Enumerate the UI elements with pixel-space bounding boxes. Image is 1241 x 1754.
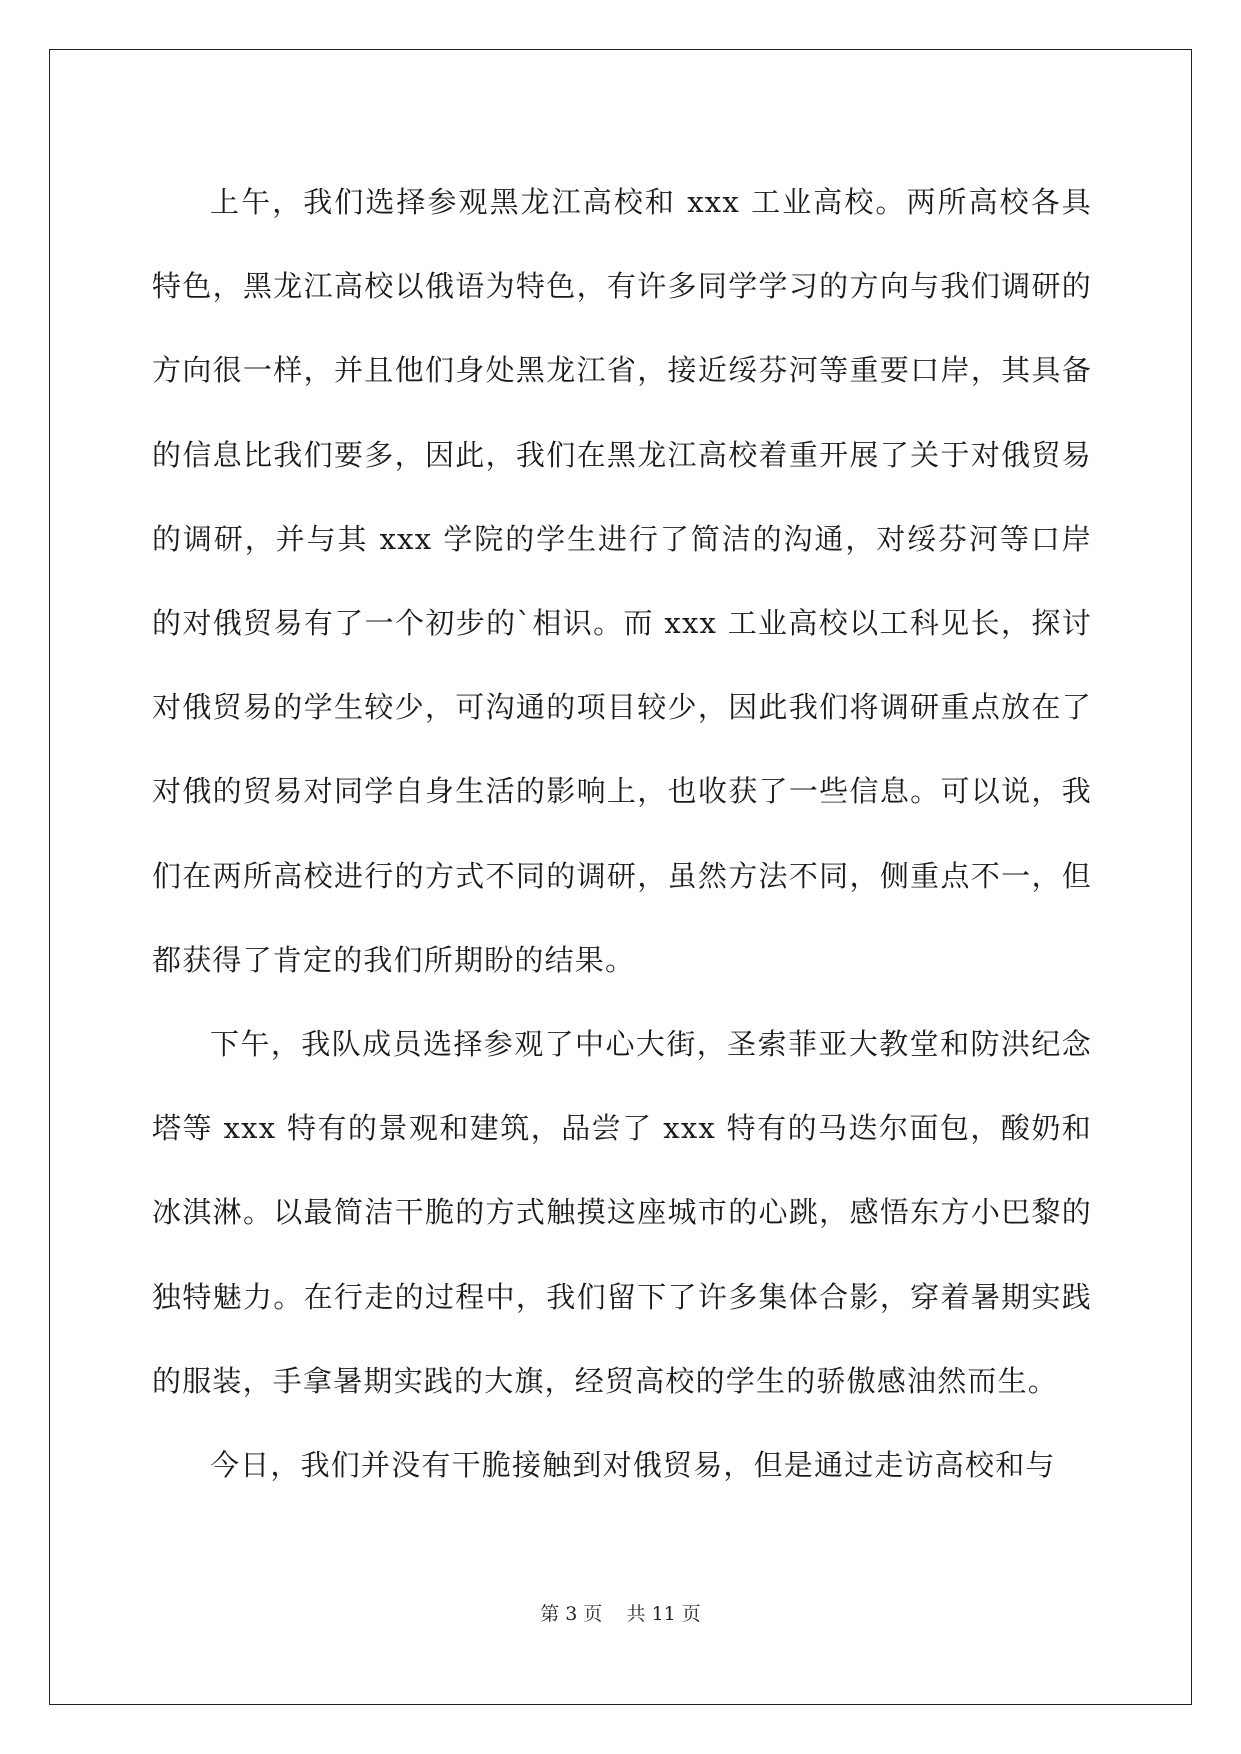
paragraph-today: 今日，我们并没有干脆接触到对俄贸易，但是通过走访高校和与: [210, 1448, 1056, 1483]
page-footer: [0, 1599, 1241, 1626]
paragraph-morning: 上午，我们选择参观黑龙江高校和 xxx 工业高校。两所高校各具特色，黑龙江高校以俄语为特色，有许多同学学习的方向与我们调研的方向很一样，并且他们身处黑龙江省，接近绥芬河等重要口岸，其具备的信息比我们要多，因此，我们在黑龙江高校着重开展了关于对俄贸易的调研，并与其 xxx 学院的学生进行了简洁的沟通，对绥芬河等口岸的对俄贸易有了一个初步的`相识。而 xxx 工业高校以工科见长，探讨对俄贸易的学生较少，可沟通的项目较少，因此我们将调研重点放在了对俄的贸易对同学自身生活的影响上，也收获了一些信息。可以说，我们在两所高校进行的方式不同的调研，虽然方法不同，侧重点不一，但都获得了肯定的我们所期盼的结果。: [152, 185, 1092, 977]
document-body: [152, 160, 1092, 1507]
page-number: 第 3 页 共 11 页: [540, 1603, 701, 1625]
paragraph-afternoon: 下午，我队成员选择参观了中心大街，圣索菲亚大教堂和防洪纪念塔等 xxx 特有的景观和建筑，品尝了 xxx 特有的马迭尔面包，酸奶和冰淇淋。以最简洁干脆的方式触摸这座城市的心跳，感悟东方小巴黎的独特魅力。在行走的过程中，我们留下了许多集体合影，穿着暑期实践的服装，手拿暑期实践的大旗，经贸高校的学生的骄傲感油然而生。: [152, 1027, 1092, 1398]
